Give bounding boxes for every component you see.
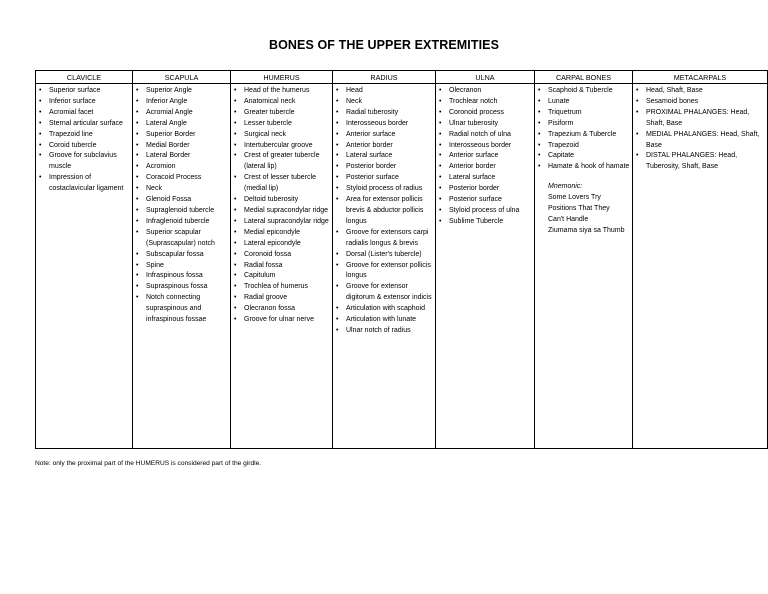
list-item: • Inferior Angle [136, 97, 228, 108]
list-item: • Articulation with lunate [336, 315, 433, 326]
list-item: • Pisiform [538, 119, 630, 130]
list-item: • Capitate [538, 151, 630, 162]
list-item: • Superior scapular (Suprascapular) notch [136, 228, 228, 250]
list-item: • Lateral supracondylar ridge [234, 217, 330, 228]
list-item: • Lesser tubercle [234, 119, 330, 130]
humerus-list [234, 86, 330, 326]
list-item: • Olecranon [439, 86, 532, 97]
list-item: • Medial Border [136, 141, 228, 152]
list-item: • Acromion [136, 162, 228, 173]
list-item: • Superior Angle [136, 86, 228, 97]
list-item: • Acromial Angle [136, 108, 228, 119]
list-item: • Infraspinous fossa [136, 271, 228, 282]
table-body-row [36, 84, 768, 449]
list-item: • Medial supracondylar ridge [234, 206, 330, 217]
list-item: • Posterior border [336, 162, 433, 173]
list-item: • Interosseous border [439, 141, 532, 152]
radius-list [336, 86, 433, 337]
list-item: • Sesamoid bones [636, 97, 765, 108]
list-item: • Supraspinous fossa [136, 282, 228, 293]
mnemonic-line: Positions That They [548, 205, 610, 213]
column-header-radius: RADIUS [333, 71, 436, 84]
list-item: • Anatomical neck [234, 97, 330, 108]
list-item: • Trapezium & Tubercle [538, 130, 630, 141]
list-item: • Neck [136, 184, 228, 195]
clavicle-cell [36, 84, 133, 449]
list-item: • Anterior surface [336, 130, 433, 141]
list-item: • MEDIAL PHALANGES: Head, Shaft, Base [636, 130, 765, 152]
list-item: • Radial fossa [234, 261, 330, 272]
list-item: • Scaphoid & Tubercle [538, 86, 630, 97]
list-item: • Groove for ulnar nerve [234, 315, 330, 326]
list-item: • Articulation with scaphoid [336, 304, 433, 315]
list-item: • Coroid tubercle [39, 141, 130, 152]
list-item: • Intertubercular groove [234, 141, 330, 152]
list-item: • Surgical neck [234, 130, 330, 141]
column-header-carpal-bones: CARPAL BONES [535, 71, 633, 84]
ulna-cell [436, 84, 535, 449]
list-item: • Head, Shaft, Base [636, 86, 765, 97]
list-item: • Lateral surface [439, 173, 532, 184]
list-item: • Interosseous border [336, 119, 433, 130]
list-item: • Glenoid Fossa [136, 195, 228, 206]
list-item: • Medial epicondyle [234, 228, 330, 239]
list-item: • Radial tuberosity [336, 108, 433, 119]
list-item: • Groove for extensor digitorum & extensor indicis [336, 282, 433, 304]
list-item: • Inferior surface [39, 97, 130, 108]
list-item: • Olecranon fossa [234, 304, 330, 315]
column-header-metacarpals: METACARPALS [633, 71, 768, 84]
list-item: • Subscapular fossa [136, 250, 228, 261]
footnote: Note: only the proximal part of the HUMERUS is considered part of the girdle. [35, 460, 262, 467]
list-item: • Dorsal (Lister's tubercle) [336, 250, 433, 261]
list-item: • Trochlear notch [439, 97, 532, 108]
list-item: • Lateral Angle [136, 119, 228, 130]
mnemonic-heading: Mnemonic: [548, 183, 583, 191]
list-item: • Greater tubercle [234, 108, 330, 119]
mnemonic-line: Ziumama siya sa Thumb [548, 226, 625, 234]
list-item: • Lateral epicondyle [234, 239, 330, 250]
list-item: • Spine [136, 261, 228, 272]
carpal-bones-cell [535, 84, 633, 449]
column-header-humerus: HUMERUS [231, 71, 333, 84]
page-title: BONES OF THE UPPER EXTREMITIES [268, 38, 500, 52]
list-item: • Anterior border [439, 162, 532, 173]
clavicle-list [39, 86, 130, 195]
list-item: • Infraglenoid tubercle [136, 217, 228, 228]
column-header-clavicle: CLAVICLE [36, 71, 133, 84]
list-item: • Coronoid fossa [234, 250, 330, 261]
list-item: • Impression of costaclavicular ligament [39, 173, 130, 195]
humerus-cell [231, 84, 333, 449]
list-item: • Anterior surface [439, 151, 532, 162]
bones-table [35, 70, 768, 449]
list-item: • DISTAL PHALANGES: Head, Tuberosity, Shaft, Base [636, 151, 765, 173]
list-item: • Ulnar tuberosity [439, 119, 532, 130]
scapula-list [136, 86, 228, 326]
list-item: • Radial notch of ulna [439, 130, 532, 141]
list-item: • Groove for extensors carpi radialis longus & brevis [336, 228, 433, 250]
list-item: • Ulnar notch of radius [336, 326, 433, 337]
list-item: • Notch connecting supraspinous and infraspinous fossae [136, 293, 228, 326]
list-item: • Styloid process of ulna [439, 206, 532, 217]
list-item: • Radial groove [234, 293, 330, 304]
column-header-scapula: SCAPULA [133, 71, 231, 84]
list-item: • Trochlea of humerus [234, 282, 330, 293]
mnemonic-line: Some Lovers Try [548, 194, 601, 202]
mnemonic-line: Can't Handle [548, 215, 589, 223]
list-item: • Head of the humerus [234, 86, 330, 97]
list-item: • Area for extensor pollicis brevis & abductor pollicis longus [336, 195, 433, 228]
ulna-list [439, 86, 532, 228]
list-item: • Acromial facet [39, 108, 130, 119]
list-item: • Lunate [538, 97, 630, 108]
list-item: • PROXIMAL PHALANGES: Head, Shaft, Base [636, 108, 765, 130]
list-item: • Coracoid Process [136, 173, 228, 184]
list-item: • Sublime Tubercle [439, 217, 532, 228]
mnemonic-block [538, 182, 630, 237]
list-item: • Posterior surface [439, 195, 532, 206]
list-item: • Superior Border [136, 130, 228, 141]
list-item: • Posterior surface [336, 173, 433, 184]
column-header-ulna: ULNA [436, 71, 535, 84]
list-item: • Superior surface [39, 86, 130, 97]
list-item: • Deltoid tuberosity [234, 195, 330, 206]
list-item: • Lateral surface [336, 151, 433, 162]
carpal-bones-list [538, 86, 630, 173]
list-item: • Posterior border [439, 184, 532, 195]
list-item: • Lateral Border [136, 151, 228, 162]
list-item: • Capitulum [234, 271, 330, 282]
list-item: • Groove for extensor pollicis longus [336, 261, 433, 283]
scapula-cell [133, 84, 231, 449]
list-item: • Sternal articular surface [39, 119, 130, 130]
list-item: • Head [336, 86, 433, 97]
metacarpals-cell [633, 84, 768, 449]
list-item: • Hamate & hook of hamate [538, 162, 630, 173]
radius-cell [333, 84, 436, 449]
list-item: • Triquetrum [538, 108, 630, 119]
list-item: • Groove for subclavius muscle [39, 151, 130, 173]
metacarpals-list [636, 86, 765, 173]
list-item: • Supraglenoid tubercle [136, 206, 228, 217]
table-header-row [36, 71, 768, 84]
list-item: • Trapezoid line [39, 130, 130, 141]
list-item: • Neck [336, 97, 433, 108]
list-item: • Styloid process of radius [336, 184, 433, 195]
list-item: • Anterior border [336, 141, 433, 152]
list-item: • Trapezoid [538, 141, 630, 152]
list-item: • Crest of greater tubercle (lateral lip) [234, 151, 330, 173]
list-item: • Coronoid process [439, 108, 532, 119]
list-item: • Crest of lesser tubercle (medial lip) [234, 173, 330, 195]
